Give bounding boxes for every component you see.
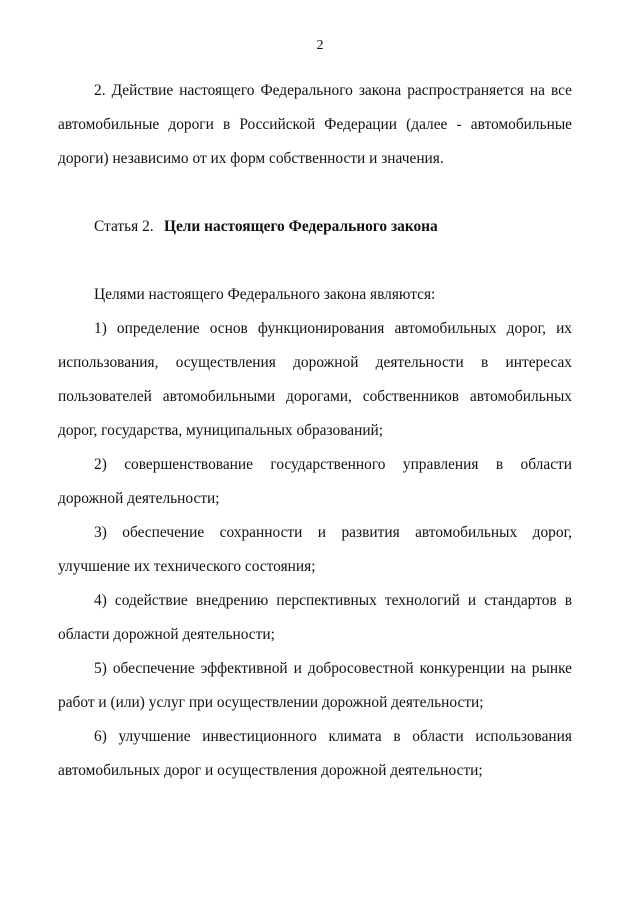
paragraph-scope: 2. Действие настоящего Федерального закона распространяется на все автомобильные дороги в Российской Федерации (далее - автомобильные дороги) независимо от их форм собственности и значения.	[58, 82, 572, 167]
list-item: 2) совершенствование государственного управления в области дорожной деятельности;	[58, 456, 572, 507]
list-item: 4) содействие внедрению перспективных технологий и стандартов в области дорожной деятельности;	[58, 592, 572, 643]
article-heading	[58, 210, 572, 244]
list-item: 6) улучшение инвестиционного климата в области использования автомобильных дорог и осуществления дорожной деятельности;	[58, 728, 572, 779]
article-title: Цели настоящего Федерального закона	[164, 218, 438, 235]
article-intro: Целями настоящего Федерального закона являются:	[94, 286, 436, 303]
spacer	[58, 176, 572, 210]
page-number: 2	[316, 38, 324, 53]
spacer	[58, 244, 572, 278]
document-body	[58, 74, 572, 788]
list-item: 3) обеспечение сохранности и развития автомобильных дорог, улучшение их технического состояния;	[58, 524, 572, 575]
article-label: Статья 2.	[94, 218, 154, 235]
list-item: 5) обеспечение эффективной и добросовестной конкуренции на рынке работ и (или) услуг при осуществлении дорожной деятельности;	[58, 660, 572, 711]
list-item: 1) определение основ функционирования автомобильных дорог, их использования, осуществления дорожной деятельности в интересах пользователей автомобильными дорогами, собственников автомобильных дорог, государства, муниципальных образований;	[58, 320, 572, 439]
